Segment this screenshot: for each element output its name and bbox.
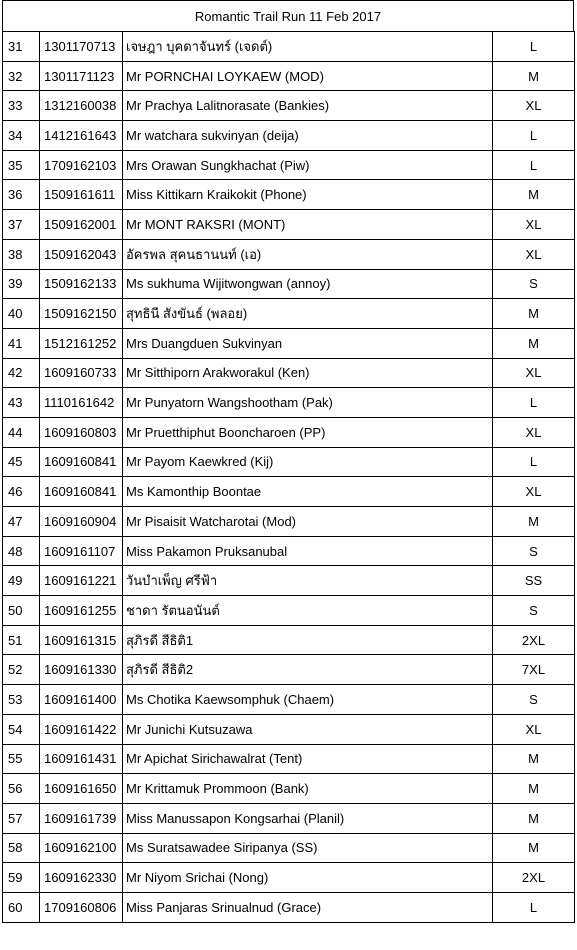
table-row <box>3 685 575 715</box>
row-number-cell: 37 <box>3 210 40 240</box>
row-number-cell: 50 <box>3 596 40 626</box>
registration-code-cell: 1609160733 <box>40 358 123 388</box>
shirt-size-cell: S <box>493 536 575 566</box>
runner-name-cell: เจษฎา บุคดาจันทร์ (เจดต์) <box>123 32 493 62</box>
runner-name-cell: ชาดา รัตนอนันต์ <box>123 596 493 626</box>
runner-name-cell: Mr Pisaisit Watcharotai (Mod) <box>123 507 493 537</box>
row-number-cell: 47 <box>3 507 40 537</box>
registration-code-cell: 1709160806 <box>40 892 123 922</box>
table-row <box>3 239 575 269</box>
shirt-size-cell: M <box>493 180 575 210</box>
row-number-cell: 38 <box>3 239 40 269</box>
shirt-size-cell: 2XL <box>493 863 575 893</box>
registration-code-cell: 1509162133 <box>40 269 123 299</box>
table-row <box>3 121 575 151</box>
row-number-cell: 45 <box>3 447 40 477</box>
runner-name-cell: Mr MONT RAKSRI (MONT) <box>123 210 493 240</box>
row-number-cell: 54 <box>3 714 40 744</box>
runner-name-cell: Ms Chotika Kaewsomphuk (Chaem) <box>123 685 493 715</box>
shirt-size-cell: M <box>493 803 575 833</box>
runner-name-cell: Miss Panjaras Srinualnud (Grace) <box>123 892 493 922</box>
table-row <box>3 447 575 477</box>
runner-name-cell: Mr Payom Kaewkred (Kij) <box>123 447 493 477</box>
runner-name-cell: Mr Sitthiporn Arakworakul (Ken) <box>123 358 493 388</box>
row-number-cell: 52 <box>3 655 40 685</box>
registration-code-cell: 1609161255 <box>40 596 123 626</box>
shirt-size-cell: M <box>493 328 575 358</box>
runner-name-cell: Mr Punyatorn Wangshootham (Pak) <box>123 388 493 418</box>
table-row <box>3 477 575 507</box>
registration-code-cell: 1609161400 <box>40 685 123 715</box>
row-number-cell: 59 <box>3 863 40 893</box>
shirt-size-cell: M <box>493 299 575 329</box>
table-row <box>3 892 575 922</box>
row-number-cell: 35 <box>3 150 40 180</box>
registration-code-cell: 1509162001 <box>40 210 123 240</box>
runner-name-cell: Miss Manussapon Kongsarhai (Planil) <box>123 803 493 833</box>
registration-code-cell: 1609161422 <box>40 714 123 744</box>
shirt-size-cell: M <box>493 61 575 91</box>
shirt-size-cell: L <box>493 892 575 922</box>
table-row <box>3 150 575 180</box>
row-number-cell: 31 <box>3 32 40 62</box>
runner-name-cell: Ms sukhuma Wijitwongwan (annoy) <box>123 269 493 299</box>
shirt-size-cell: 7XL <box>493 655 575 685</box>
shirt-size-cell: XL <box>493 210 575 240</box>
registration-code-cell: 1312160038 <box>40 91 123 121</box>
row-number-cell: 51 <box>3 625 40 655</box>
row-number-cell: 34 <box>3 121 40 151</box>
row-number-cell: 60 <box>3 892 40 922</box>
shirt-size-cell: XL <box>493 358 575 388</box>
shirt-size-cell: SS <box>493 566 575 596</box>
registration-code-cell: 1609160904 <box>40 507 123 537</box>
row-number-cell: 43 <box>3 388 40 418</box>
table-row <box>3 744 575 774</box>
row-number-cell: 46 <box>3 477 40 507</box>
table-row <box>3 714 575 744</box>
table-row <box>3 417 575 447</box>
table-row <box>3 269 575 299</box>
runner-name-cell: Ms Suratsawadee Siripanya (SS) <box>123 833 493 863</box>
registration-code-cell: 1609161330 <box>40 655 123 685</box>
row-number-cell: 36 <box>3 180 40 210</box>
shirt-size-cell: L <box>493 121 575 151</box>
registration-code-cell: 1509162043 <box>40 239 123 269</box>
roster-table <box>2 31 575 923</box>
shirt-size-cell: XL <box>493 714 575 744</box>
table-row <box>3 536 575 566</box>
registration-code-cell: 1609160841 <box>40 477 123 507</box>
registration-code-cell: 1609160841 <box>40 447 123 477</box>
registration-code-cell: 1609161650 <box>40 774 123 804</box>
runner-name-cell: วันบำเพ็ญ ศรีฟ้า <box>123 566 493 596</box>
table-row <box>3 32 575 62</box>
runner-name-cell: Mr Pruetthiphut Booncharoen (PP) <box>123 417 493 447</box>
row-number-cell: 32 <box>3 61 40 91</box>
runner-name-cell: Miss Pakamon Pruksanubal <box>123 536 493 566</box>
table-row <box>3 596 575 626</box>
table-row <box>3 803 575 833</box>
runner-name-cell: Mr Junichi Kutsuzawa <box>123 714 493 744</box>
row-number-cell: 41 <box>3 328 40 358</box>
sheet-title: Romantic Trail Run 11 Feb 2017 <box>2 0 574 31</box>
runner-name-cell: สุภิรดี สีธิติ1 <box>123 625 493 655</box>
row-number-cell: 53 <box>3 685 40 715</box>
runner-name-cell: Mrs Orawan Sungkhachat (Piw) <box>123 150 493 180</box>
runner-name-cell: Mr Apichat Sirichawalrat (Tent) <box>123 744 493 774</box>
row-number-cell: 57 <box>3 803 40 833</box>
shirt-size-cell: XL <box>493 477 575 507</box>
runner-name-cell: Mr Niyom Srichai (Nong) <box>123 863 493 893</box>
table-row <box>3 358 575 388</box>
row-number-cell: 44 <box>3 417 40 447</box>
runner-name-cell: สุภิรดี สีธิติ2 <box>123 655 493 685</box>
table-row <box>3 863 575 893</box>
table-row <box>3 328 575 358</box>
roster-sheet <box>2 0 574 923</box>
shirt-size-cell: L <box>493 447 575 477</box>
registration-code-cell: 1609161431 <box>40 744 123 774</box>
row-number-cell: 55 <box>3 744 40 774</box>
runner-name-cell: Ms Kamonthip Boontae <box>123 477 493 507</box>
row-number-cell: 58 <box>3 833 40 863</box>
registration-code-cell: 1609161107 <box>40 536 123 566</box>
shirt-size-cell: XL <box>493 417 575 447</box>
table-row <box>3 774 575 804</box>
shirt-size-cell: L <box>493 32 575 62</box>
table-row <box>3 180 575 210</box>
runner-name-cell: สุทธินี สังขันธ์ (พลอย) <box>123 299 493 329</box>
shirt-size-cell: M <box>493 774 575 804</box>
table-row <box>3 655 575 685</box>
registration-code-cell: 1609161739 <box>40 803 123 833</box>
registration-code-cell: 1709162103 <box>40 150 123 180</box>
shirt-size-cell: L <box>493 388 575 418</box>
shirt-size-cell: XL <box>493 91 575 121</box>
table-row <box>3 210 575 240</box>
registration-code-cell: 1301171123 <box>40 61 123 91</box>
table-row <box>3 625 575 655</box>
registration-code-cell: 1609161221 <box>40 566 123 596</box>
registration-code-cell: 1609162100 <box>40 833 123 863</box>
registration-code-cell: 1609161315 <box>40 625 123 655</box>
table-row <box>3 388 575 418</box>
registration-code-cell: 1509161611 <box>40 180 123 210</box>
registration-code-cell: 1412161643 <box>40 121 123 151</box>
runner-name-cell: Miss Kittikarn Kraikokit (Phone) <box>123 180 493 210</box>
row-number-cell: 48 <box>3 536 40 566</box>
table-row <box>3 61 575 91</box>
shirt-size-cell: S <box>493 596 575 626</box>
runner-name-cell: Mrs Duangduen Sukvinyan <box>123 328 493 358</box>
runner-name-cell: Mr PORNCHAI LOYKAEW (MOD) <box>123 61 493 91</box>
runner-name-cell: อัครพล สุคนธานนท์ (เอ) <box>123 239 493 269</box>
row-number-cell: 42 <box>3 358 40 388</box>
row-number-cell: 33 <box>3 91 40 121</box>
shirt-size-cell: M <box>493 833 575 863</box>
shirt-size-cell: XL <box>493 239 575 269</box>
registration-code-cell: 1110161642 <box>40 388 123 418</box>
runner-name-cell: Mr Krittamuk Prommoon (Bank) <box>123 774 493 804</box>
registration-code-cell: 1301170713 <box>40 32 123 62</box>
row-number-cell: 40 <box>3 299 40 329</box>
shirt-size-cell: 2XL <box>493 625 575 655</box>
row-number-cell: 49 <box>3 566 40 596</box>
registration-code-cell: 1512161252 <box>40 328 123 358</box>
table-row <box>3 833 575 863</box>
registration-code-cell: 1609160803 <box>40 417 123 447</box>
shirt-size-cell: M <box>493 507 575 537</box>
shirt-size-cell: S <box>493 685 575 715</box>
table-row <box>3 299 575 329</box>
row-number-cell: 39 <box>3 269 40 299</box>
runner-name-cell: Mr Prachya Lalitnorasate (Bankies) <box>123 91 493 121</box>
shirt-size-cell: M <box>493 744 575 774</box>
shirt-size-cell: S <box>493 269 575 299</box>
table-row <box>3 91 575 121</box>
row-number-cell: 56 <box>3 774 40 804</box>
registration-code-cell: 1609162330 <box>40 863 123 893</box>
shirt-size-cell: L <box>493 150 575 180</box>
registration-code-cell: 1509162150 <box>40 299 123 329</box>
runner-name-cell: Mr watchara sukvinyan (deija) <box>123 121 493 151</box>
roster-table-body <box>3 32 575 923</box>
table-row <box>3 566 575 596</box>
table-row <box>3 507 575 537</box>
